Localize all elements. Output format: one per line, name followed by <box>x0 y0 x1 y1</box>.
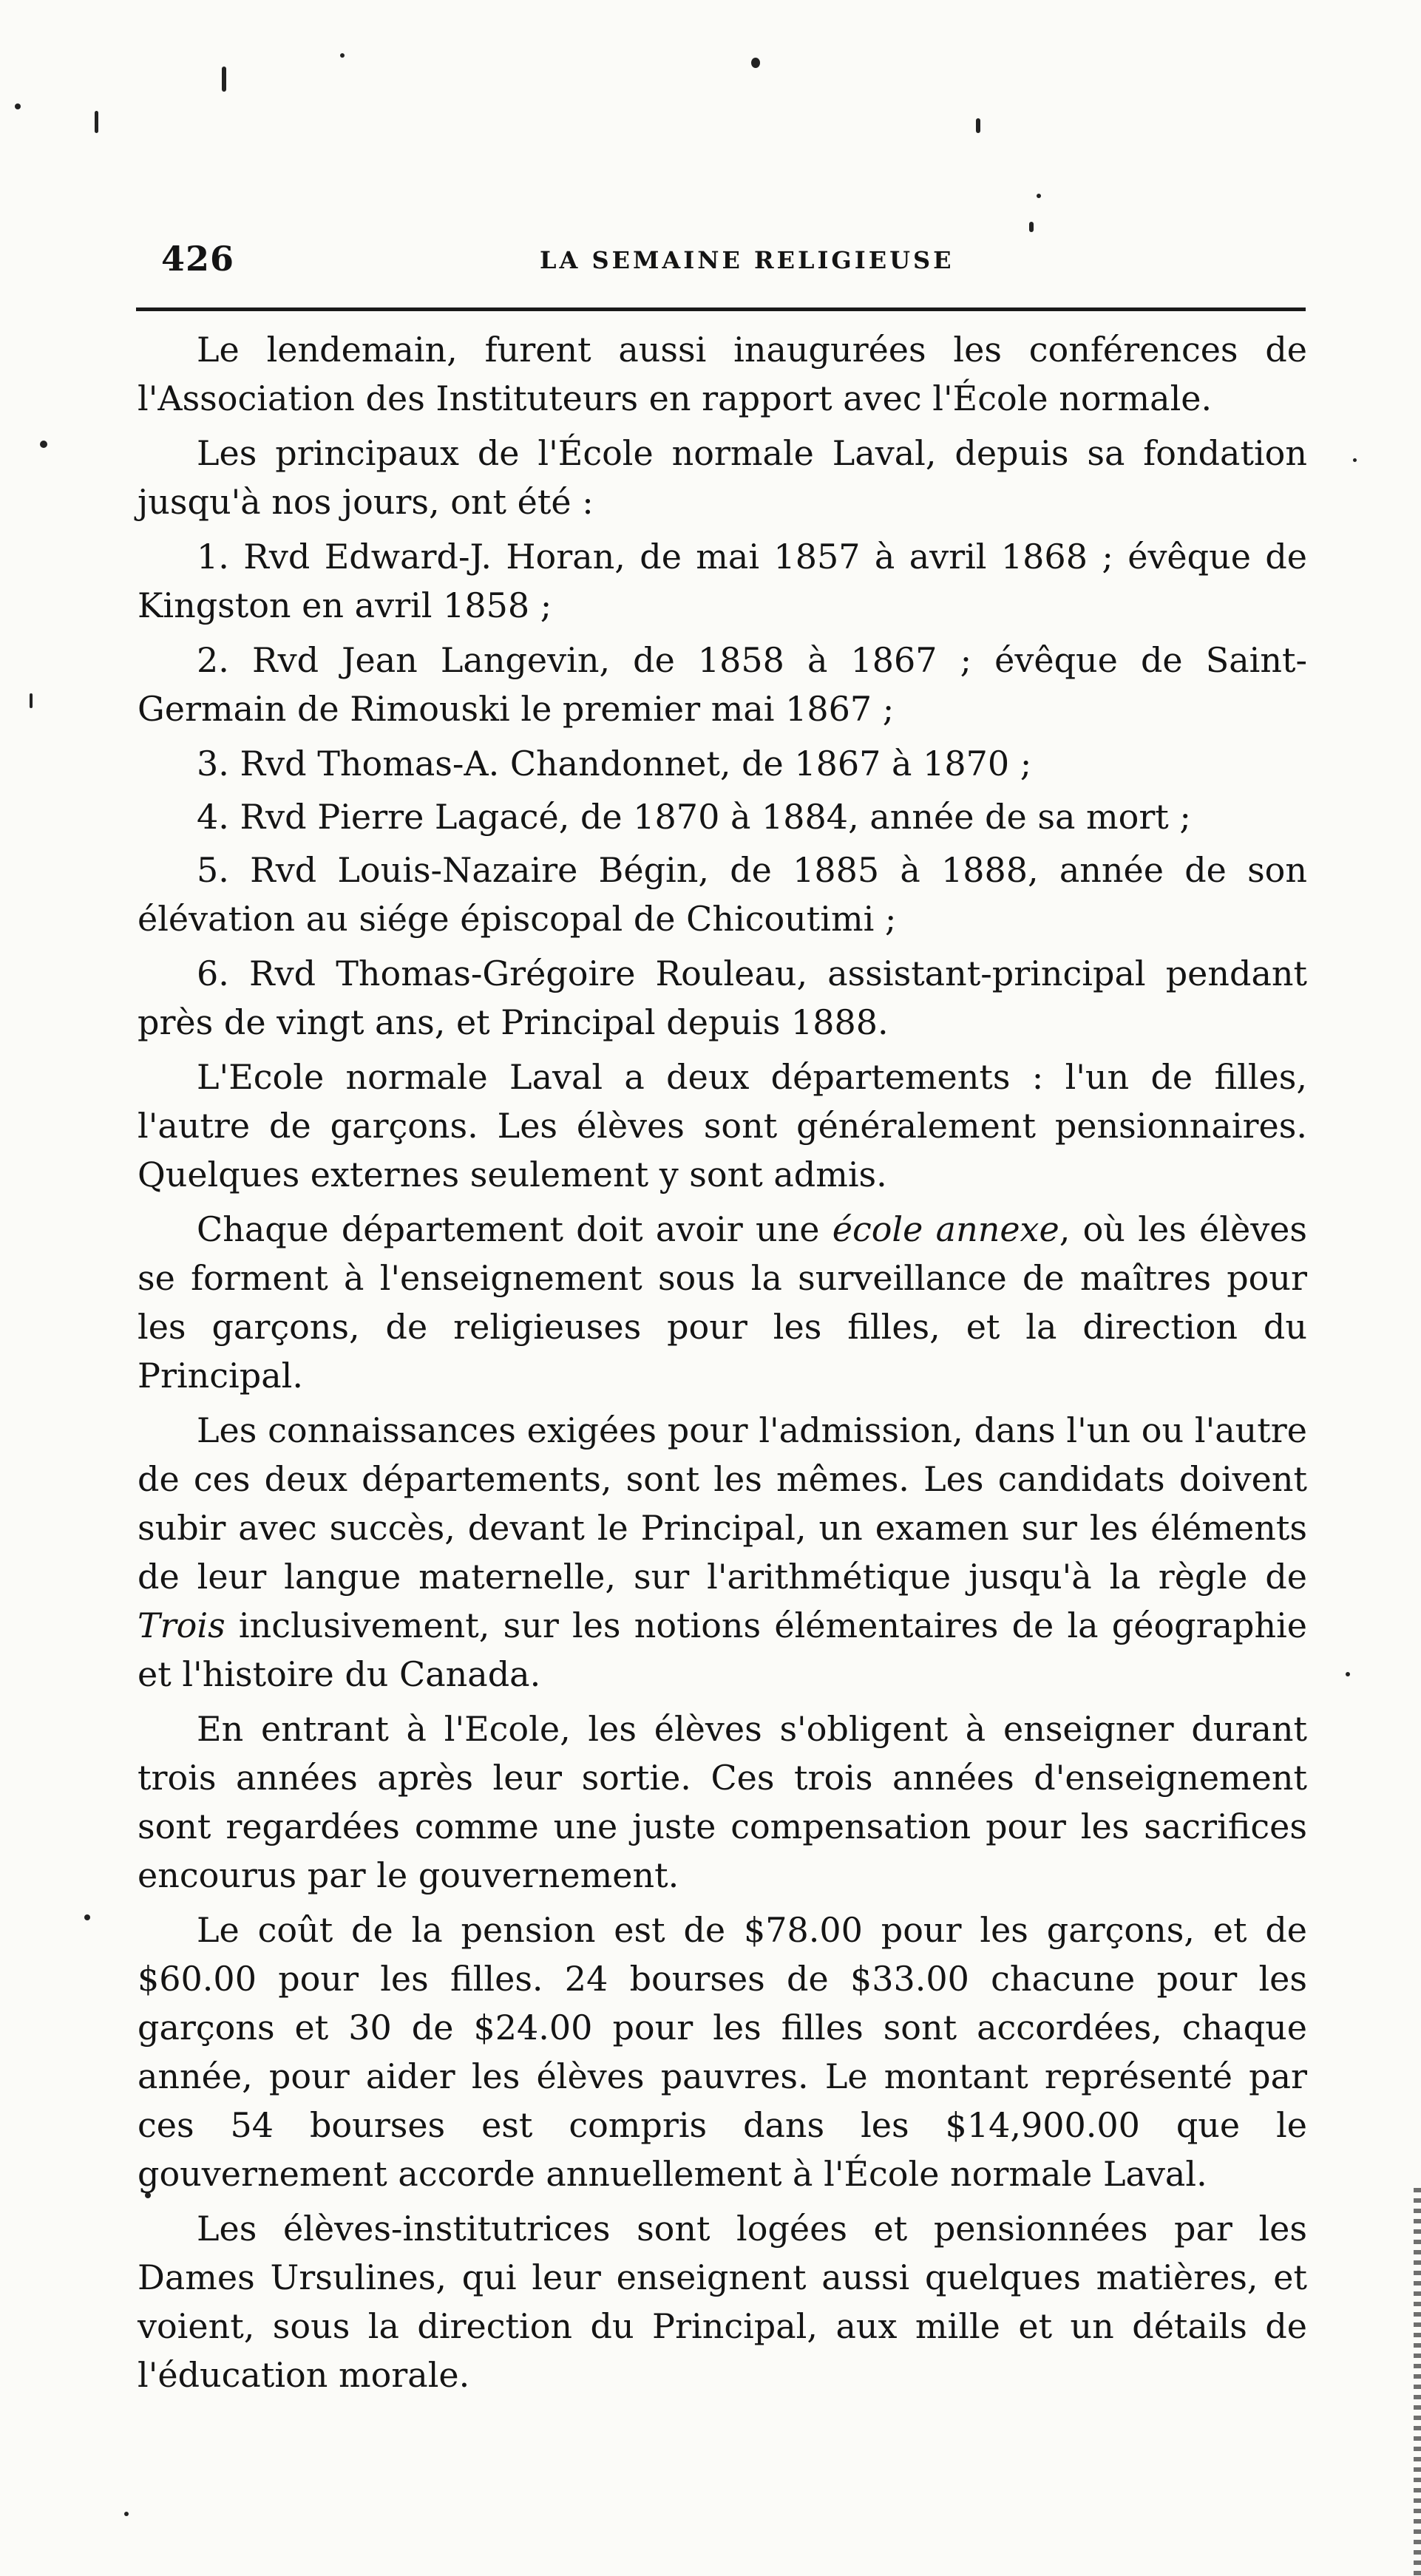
list-item-principal-4: 4. Rvd Pierre Lagacé, de 1870 à 1884, année de sa mort ; <box>197 797 1191 837</box>
running-head: LA SEMAINE RELIGIEUSE <box>540 246 954 274</box>
paragraph-conferences: Le lendemain, furent aussi inaugurées les conférences de l'Association des Instituteurs en rapport avec l'École normale. <box>138 330 1307 418</box>
annex-text-after: , où les élèves se forment à l'enseignement sous la surveillance de maîtres pour les garçons, de religieuses pour les filles, et la direction du Principal. <box>138 1209 1308 1396</box>
list-item-principal-6: 6. Rvd Thomas-Grégoire Rouleau, assistant-principal pendant près de vingt ans, et Principal depuis 1888. <box>138 954 1307 1042</box>
page-header <box>161 239 1315 283</box>
scan-edge-noise <box>1414 2188 1421 2576</box>
annex-text-before: Chaque département doit avoir une <box>197 1209 832 1249</box>
paragraph-departments: L'Ecole normale Laval a deux départements : l'un de filles, l'autre de garçons. Les élèves sont généralement pensionnaires. Quelques externes seulement y sont admis. <box>138 1057 1307 1194</box>
admission-text-before: Les connaissances exigées pour l'admission, dans l'un ou l'autre de ces deux départements, sont les mêmes. Les candidats doivent subir avec succès, devant le Principal, un examen sur les éléments de leur langue maternelle, sur l'arithmétique jusqu'à la règle de <box>138 1410 1307 1597</box>
scan-speck <box>1353 458 1357 462</box>
scan-speck <box>15 103 21 109</box>
scan-speck <box>40 441 47 448</box>
scan-speck <box>340 53 345 58</box>
scan-speck <box>1346 1672 1350 1676</box>
page-number: 426 <box>161 239 235 279</box>
scan-speck <box>976 118 980 133</box>
list-item-principal-3: 3. Rvd Thomas-A. Chandonnet, de 1867 à 1870 ; <box>197 744 1032 784</box>
list-item-principal-5: 5. Rvd Louis-Nazaire Bégin, de 1885 à 1888, année de son élévation au siége épiscopal de Chicoutimi ; <box>138 850 1307 939</box>
list-item-principal-1: 1. Rvd Edward-J. Horan, de mai 1857 à avril 1868 ; évêque de Kingston en avril 1858 ; <box>138 537 1307 625</box>
annex-italic-term: école annexe <box>832 1209 1059 1249</box>
paragraph-teaching-obligation: En entrant à l'Ecole, les élèves s'obligent à enseigner durant trois années après leur sortie. Ces trois années d'enseignement sont regardées comme une juste compensation pour les sacrifices encourus par le gouvernement. <box>138 1709 1307 1895</box>
scan-speck <box>222 67 226 92</box>
scan-speck <box>84 1914 90 1920</box>
paragraph-principals-intro: Les principaux de l'École normale Laval, depuis sa fondation jusqu'à nos jours, ont été : <box>138 433 1307 522</box>
body-text <box>138 325 1307 2405</box>
paragraph-admission <box>138 1406 1307 1699</box>
paragraph-annex-school <box>138 1205 1307 1400</box>
scan-speck <box>1029 222 1034 232</box>
scan-speck <box>124 2512 129 2516</box>
list-item-principal-2: 2. Rvd Jean Langevin, de 1858 à 1867 ; évêque de Saint-Germain de Rimouski le premier mai 1867 ; <box>138 640 1307 729</box>
scan-speck <box>751 58 760 68</box>
scan-speck <box>95 111 98 133</box>
scan-speck <box>1037 194 1041 198</box>
scan-speck <box>30 693 33 708</box>
paragraph-pension-costs: Le coût de la pension est de $78.00 pour les garçons, et de $60.00 pour les filles. 24 bourses de $33.00 chacune pour les garçons et 30 de $24.00 pour les filles sont accordées, chaque année, pour aider les élèves pauvres. Le montant représenté par ces 54 bourses est compris dans les $14,900.00 que le gouvernement accorde annuellement à l'École normale Laval. <box>138 1910 1307 2194</box>
header-rule <box>136 307 1306 311</box>
admission-italic-term: Trois <box>138 1605 225 1645</box>
paragraph-ursulines: Les élèves-institutrices sont logées et pensionnées par les Dames Ursulines, qui leur enseignent aussi quelques matières, et voient, sous la direction du Principal, aux mille et un détails de l'éducation morale. <box>138 2209 1307 2395</box>
admission-text-after: inclusivement, sur les notions élémentaires de la géographie et l'histoire du Canada. <box>138 1605 1307 1694</box>
